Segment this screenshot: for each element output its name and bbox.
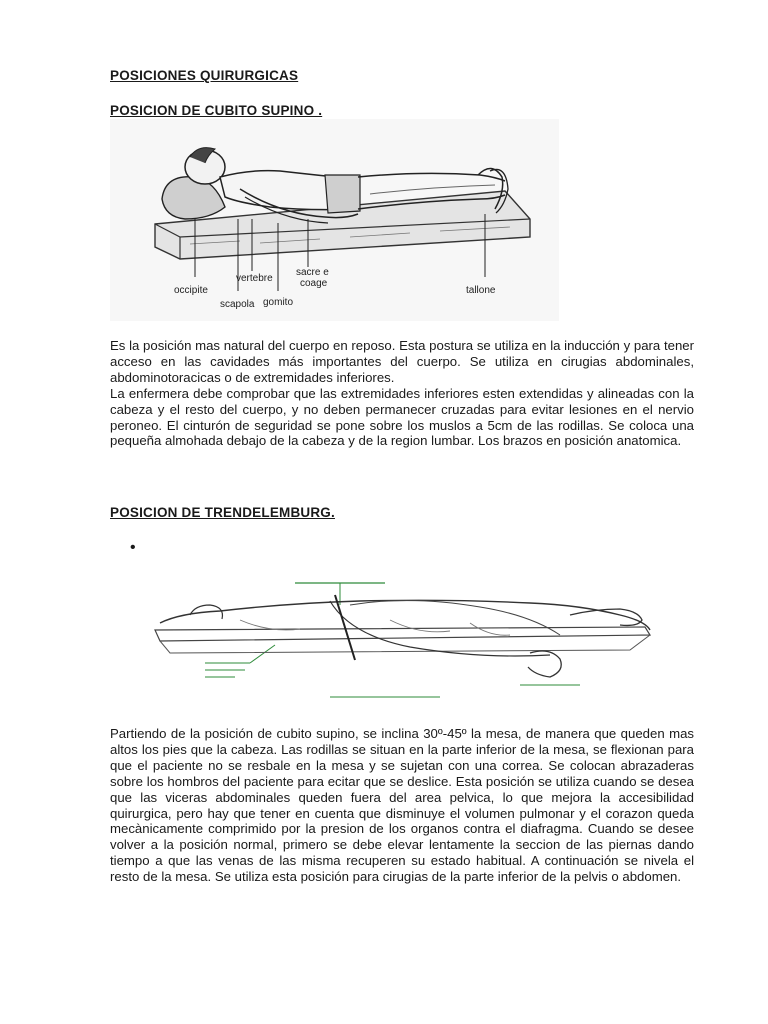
label-occipite: occipite	[174, 285, 208, 296]
document-title: POSICIONES QUIRURGICAS	[110, 68, 299, 83]
label-tallone: tallone	[466, 285, 496, 296]
paragraph-text: Partiendo de la posición de cubito supino, se inclina 30º-45º la mesa, de manera que queden mas altos los pies que la cabeza. Las rodillas se situan en la parte inferior de la mesa, se flexionan para que el paciente no se resbale en la mesa y se sujetan con una correa. Se colocan abrazaderas sobre los hombros del paciente para ecitar que se deslice. Esta posición se utiliza cuando se desea que las viceras abdominales queden fuera del area pelvica, lo que mejora la accesibilidad quirurgica, pero hay que tener en cuenta que disminuye el volumen pulmonar y el corazon queda mecànicamente comprimido por la presion de los organos contra el diafragma. Cuando se desee volver a la posición normal, primero se debe elevar lentamente la seccion de las piernas dando tiempo a que las venas de las misma recuperen su estado habitual. A continuación se nivela el resto de la mesa. Se utiliza esta posición para cirugias de la parte inferior de la pelvis o abdomen.	[110, 726, 694, 885]
label-vertebre: vertebre	[236, 273, 273, 284]
supine-position-illustration	[110, 119, 559, 321]
label-scapola: scapola	[220, 299, 255, 310]
section-heading-cubito-supino: POSICION DE CUBITO SUPINO .	[110, 103, 323, 118]
bullet-point: •	[130, 539, 136, 556]
label-sacre-line1: sacre e	[296, 267, 329, 278]
section-heading-trendelemburg: POSICION DE TRENDELEMBURG.	[110, 505, 335, 520]
label-gomito: gomito	[263, 297, 294, 308]
label-sacre-line2: coage	[300, 278, 328, 289]
trendelenburg-position-illustration	[150, 575, 660, 705]
paragraph-cubito-supino	[110, 338, 694, 449]
paragraph-trendelemburg	[110, 726, 694, 885]
paragraph-text: Es la posición mas natural del cuerpo en reposo. Esta postura se utiliza en la inducción y para tener acceso en las cavidades más importantes del cuerpo. Se utiliza en cirugias abdominales, abdominotoracicas o de extremidades inferiores. La enfermera debe comprobar que las extremidades inferiores esten extendidas y alineadas con la cabeza y el resto del cuerpo, y no deben permanecer cruzadas para evitar lesiones en el nervio peroneo. El cinturón de seguridad se pone sobre los muslos a 5cm de las rodillas. Se coloca una pequeña almohada debajo de la cabeza y de la region lumbar. Los brazos en posición anatomica.	[110, 338, 694, 449]
